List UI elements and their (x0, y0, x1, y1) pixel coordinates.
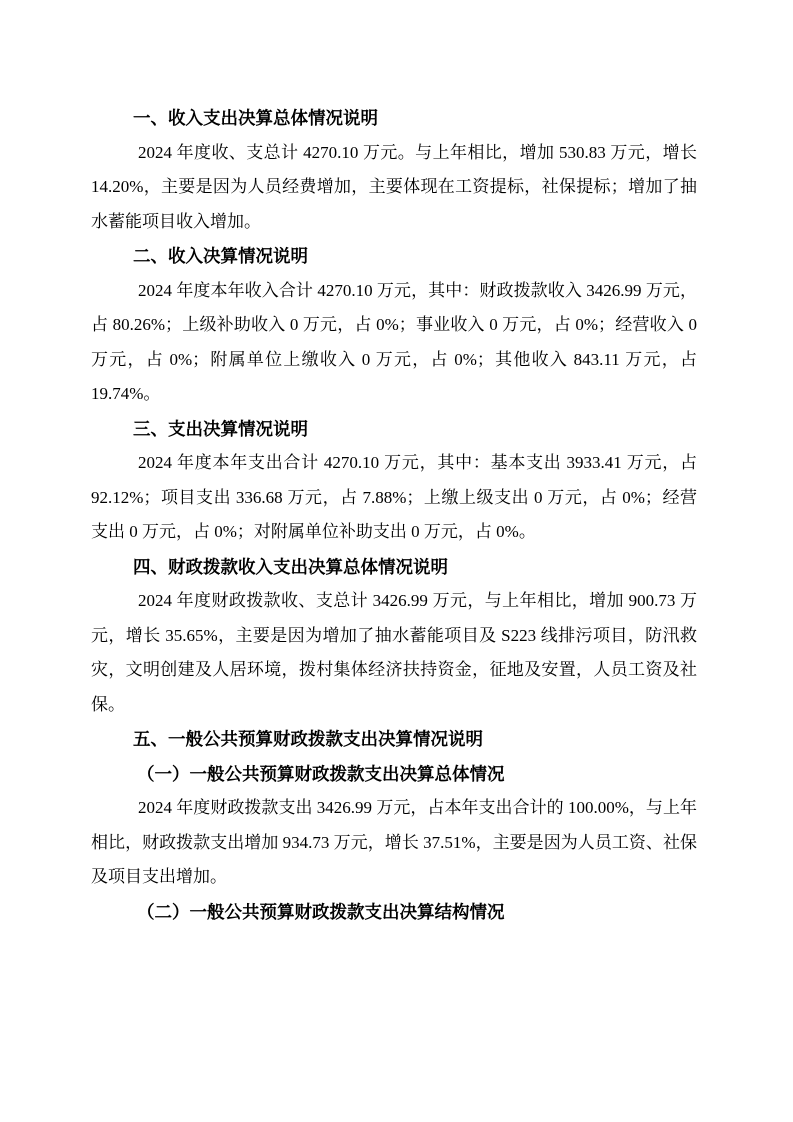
para-fiscal-appropriation-overview: 2024 年度财政拨款收、支总计 3426.99 万元，与上年相比，增加 900.73 万元，增长 35.65%，主要是因为增加了抽水蓄能项目及 S223 线排污项目，防汛救灾，文明创建及人居环境，拨村集体经济扶持资金，征地及安置，人员工资及社保。 (91, 591, 697, 714)
subheading-general-budget-structure: （二）一般公共预算财政拨款支出决算结构情况 (137, 901, 505, 922)
heading-revenue-final-accounts: 二、收入决算情况说明 (133, 246, 308, 266)
heading-expenditure-final-accounts: 三、支出决算情况说明 (133, 418, 308, 439)
para-revenue-final-accounts: 2024 年度本年收入合计 4270.10 万元，其中：财政拨款收入 3426.99 万元，占 80.26%；上级补助收入 0 万元，占 0%；事业收入 0 万元，占 0%；经营收入 0 万元，占 0%；附属单位上缴收入 0 万元，占 0%；其他收入 843.11 万元，占 19.74%。 (91, 280, 697, 403)
heading-general-public-budget-expenditure: 五、一般公共预算财政拨款支出决算情况说明 (133, 729, 483, 749)
document-body (91, 101, 697, 929)
heading-income-expenditure-overview: 一、收入支出决算总体情况说明 (133, 108, 378, 128)
heading-fiscal-appropriation-overview: 四、财政拨款收入支出决算总体情况说明 (133, 556, 448, 577)
para-income-expenditure-overview: 2024 年度收、支总计 4270.10 万元。与上年相比，增加 530.83 万元，增长 14.20%，主要是因为人员经费增加，主要体现在工资提标，社保提标；增加了抽水蓄能项目收入增加。 (91, 142, 697, 231)
para-expenditure-final-accounts: 2024 年度本年支出合计 4270.10 万元，其中：基本支出 3933.41 万元，占 92.12%；项目支出 336.68 万元，占 7.88%；上缴上级支出 0 万元，占 0%；经营支出 0 万元，占 0%；对附属单位补助支出 0 万元，占 0%。 (91, 453, 697, 541)
subheading-general-budget-overall: （一）一般公共预算财政拨款支出决算总体情况 (137, 763, 505, 784)
para-general-budget-overall: 2024 年度财政拨款支出 3426.99 万元，占本年支出合计的 100.00%，与上年相比，财政拨款支出增加 934.73 万元，增长 37.51%，主要是因为人员工资、社保及项目支出增加。 (91, 798, 697, 886)
